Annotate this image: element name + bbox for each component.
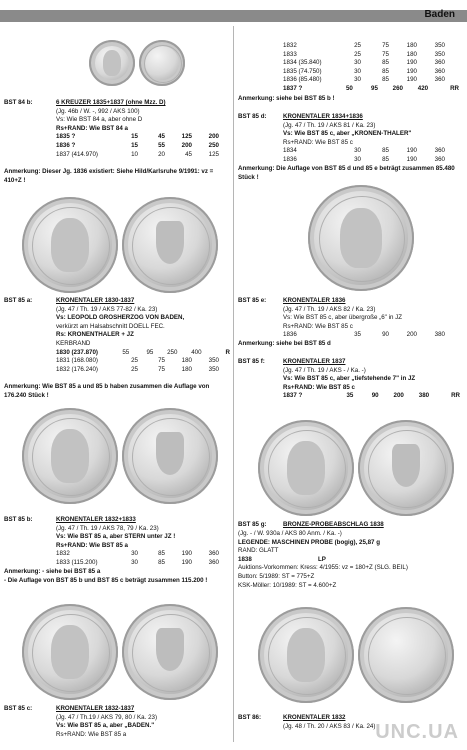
price-row: 1836 ? 15 55 200 250 — [56, 141, 219, 149]
entry-code: BST 85 d: — [238, 113, 267, 120]
right-column — [238, 0, 460, 750]
entry-note: Anmerkung: Dieser Jg. 1836 existiert: Siehe Hild/Karlsruhe 9/1991: vz = 410+Z ! — [4, 168, 214, 184]
coin-reverse — [139, 40, 185, 86]
price-row: 1837 ? 35 90 200 380 RR — [283, 392, 461, 400]
price-row: 1836 (85.480) 30 85 190 360 — [283, 76, 445, 84]
entry-vs: Vs: Wie BST 85 a, aber STERN unter JZ ! — [56, 533, 176, 541]
entry-title: BRONZE-PROBEABSCHLAG 1838 — [283, 521, 384, 528]
column-divider — [233, 26, 234, 742]
coin-image-86 — [258, 607, 454, 703]
coin-obverse — [22, 408, 118, 504]
auction-line: Button: 5/1989: ST = 775+Z — [238, 572, 315, 580]
price-row: 1835 (74.750) 30 85 190 360 — [283, 67, 445, 75]
entry-body — [283, 297, 460, 340]
page-title: Baden — [424, 9, 455, 20]
price-row: 1832 (176.240) 25 75 180 350 — [56, 365, 219, 373]
coin-reverse — [358, 420, 454, 516]
coin-image-85a — [22, 197, 218, 293]
entry-vs: Vs: Wie BST 85 c, aber „KRONEN-THALER" — [283, 130, 412, 138]
entry-ref: (Jg. 48 / Th. 20 / AKS 83 / Ka. 24) — [283, 722, 376, 730]
entry-title: KRONENTALER 1832 — [283, 714, 346, 721]
entry-rs: Rs+RAND: Wie BST 85 a — [56, 730, 127, 738]
entry-code: BST 85 f: — [238, 358, 265, 365]
entry-code: BST 85 g: — [238, 521, 267, 528]
entry-vs: Vs: Wie BST 85 c, aber „tiefstehende 7" in JZ — [283, 375, 416, 383]
entry-body — [56, 705, 230, 739]
entry-body — [283, 358, 460, 401]
coin-reverse — [122, 604, 218, 700]
entry-title: KRONENTALER 1832-1837 — [56, 705, 135, 712]
entry-rs: Rs+RAND: Wie BST 85 c — [283, 138, 353, 146]
entry-body — [283, 113, 460, 165]
coin-obverse — [22, 197, 118, 293]
price-row: 1836 35 90 200 380 — [283, 331, 445, 339]
entry-note: Anmerkung: - siehe bei BST 85 a — [4, 568, 101, 575]
entry-ref: (Jg. - / W. 930a / AKS 80 Anm. / Ka. -) — [238, 530, 342, 537]
coin-image-85c — [22, 604, 218, 700]
entry-ref: (Jg. 46b / W. -, 992 / AKS 100) — [56, 107, 140, 115]
entry-rand: RAND: GLATT — [238, 547, 279, 555]
price-row: 1832 25 75 180 350 — [283, 42, 445, 49]
entry-rs: Rs+RAND: Wie BST 85 a — [56, 541, 128, 549]
left-column — [4, 0, 230, 750]
coin-obverse — [258, 420, 354, 516]
price-row: 1832 30 85 190 360 — [56, 550, 219, 558]
entry-title: KRONENTALER 1837 — [283, 358, 346, 365]
coin-image-85g — [258, 420, 454, 516]
entry-vs: Vs: Wie BST 85 c, aber übergroße „6" in JZ — [283, 314, 403, 322]
entry-ref: (Jg. 47 / Th. 19 / AKS - / Ka. -) — [283, 366, 366, 374]
coin-image-85e — [308, 185, 414, 291]
entry-ref: (Jg. 47 / Th. 19 / AKS 78, 79 / Ka. 23) — [56, 524, 159, 532]
entry-body — [56, 99, 230, 159]
entry-note: Anmerkung: siehe bei BST 85 b ! — [238, 95, 335, 102]
entry-code: BST 85 a: — [4, 297, 33, 304]
price-row: 1837 (414.970) 10 20 45 125 — [56, 150, 219, 158]
entry-ref: (Jg. 47 / Th. 19 / AKS 77-82 / Ka. 23) — [56, 305, 158, 313]
entry-note: Anmerkung: Die Auflage von BST 85 d und 85 e beträgt zusammen 85.480 Stück ! — [238, 165, 455, 181]
price-table-continued — [283, 42, 459, 94]
coin-reverse — [122, 197, 218, 293]
auction-line: KSK-Möller: 10/1989: ST = 4.600+Z — [238, 581, 337, 589]
price-row: 1836 30 85 190 360 — [283, 155, 445, 163]
entry-code: BST 85 b: — [4, 516, 33, 523]
entry-body — [283, 521, 460, 530]
entry-vs: Vs: Wie BST 84 a, aber ohne D — [56, 116, 143, 124]
entry-rs: Rs+RAND: Wie BST 84 a — [56, 124, 128, 132]
coin-reverse — [122, 408, 218, 504]
entry-legend: LEGENDE: MASCHINEN PROBE (bogig), 25,87 g — [238, 538, 380, 546]
entry-code: BST 84 b: — [4, 99, 33, 106]
watermark: UNC.UA — [375, 721, 459, 743]
entry-code: BST 86: — [238, 714, 262, 721]
price-row: 1834 (35.840) 30 85 190 360 — [283, 59, 445, 67]
entry-rs: Rs+RAND: Wie BST 85 c — [283, 383, 355, 391]
entry-note: Anmerkung: Wie BST 85 a und 85 b haben zusammen die Auflage von 176.240 Stück ! — [4, 383, 210, 399]
entry-rs: Rs: KRONENTHALER + JZ — [56, 331, 134, 339]
entry-ref: (Jg. 47 / Th. 19 / AKS 82 / Ka. 23) — [283, 305, 376, 313]
entry-title: KRONENTALER 1836 — [283, 297, 346, 304]
entry-code: BST 85 e: — [238, 297, 267, 304]
entry-body — [56, 297, 230, 374]
entry-title: 6 KREUZER 1835+1837 (ohne Mzz. D) — [56, 99, 166, 106]
coin-image-84b — [89, 40, 185, 86]
entry-vs: Vs: Wie BST 85 a, aber „BADEN." — [56, 722, 155, 730]
entry-note: Anmerkung: siehe bei BST 85 d — [238, 340, 331, 347]
entry-title: KRONENTALER 1834+1836 — [283, 113, 363, 120]
entry-note-2: - Die Auflage von BST 85 b und BST 85 c beträgt zusammen 115.200 ! — [4, 577, 208, 584]
coin-obverse — [258, 607, 354, 703]
coin-obverse — [22, 604, 118, 700]
price-row: 1831 (168.080) 25 75 180 350 — [56, 357, 219, 365]
entry-title: KRONENTALER 1832+1833 — [56, 516, 136, 523]
coin-obverse — [89, 40, 135, 86]
entry-ref: (Jg. 47 / Th.19 / AKS 79, 80 / Ka. 23) — [56, 713, 158, 721]
price-row: 1830 (237.870) 55 95 250 400 R — [56, 348, 231, 356]
price-row: 1834 30 85 190 360 — [283, 147, 445, 155]
price-row: 1833 25 75 180 350 — [283, 50, 445, 58]
entry-code: BST 85 c: — [4, 705, 33, 712]
entry-ref: (Jg. 47 / Th. 19 / AKS 81 / Ka. 23) — [283, 121, 376, 129]
auction-line: Auktions-Vorkommen: Kress: 4/1955: vz = 180+Z (SLG. BEIL) — [238, 564, 408, 572]
entry-title: KRONENTALER 1830-1837 — [56, 297, 135, 304]
price-row: 1835 ? 15 45 125 200 — [56, 133, 219, 141]
coin-image-85b — [22, 408, 218, 504]
entry-vs: Vs: LEOPOLD GROSHERZOG VON BADEN, — [56, 314, 185, 322]
coin-reverse — [358, 607, 454, 703]
price-row: 1833 (115.200) 30 85 190 360 — [56, 558, 219, 566]
price-row: 1837 ? 50 95 260 420 RR — [283, 84, 460, 92]
entry-vs2: verkürzt am Halsabschnitt DOELL FEC. — [56, 322, 165, 330]
entry-rand: KERBRAND — [56, 339, 91, 347]
price-row: 1838 LP — [238, 555, 326, 563]
entry-rs: Rs+RAND: Wie BST 85 c — [283, 322, 353, 330]
entry-body — [56, 516, 230, 568]
